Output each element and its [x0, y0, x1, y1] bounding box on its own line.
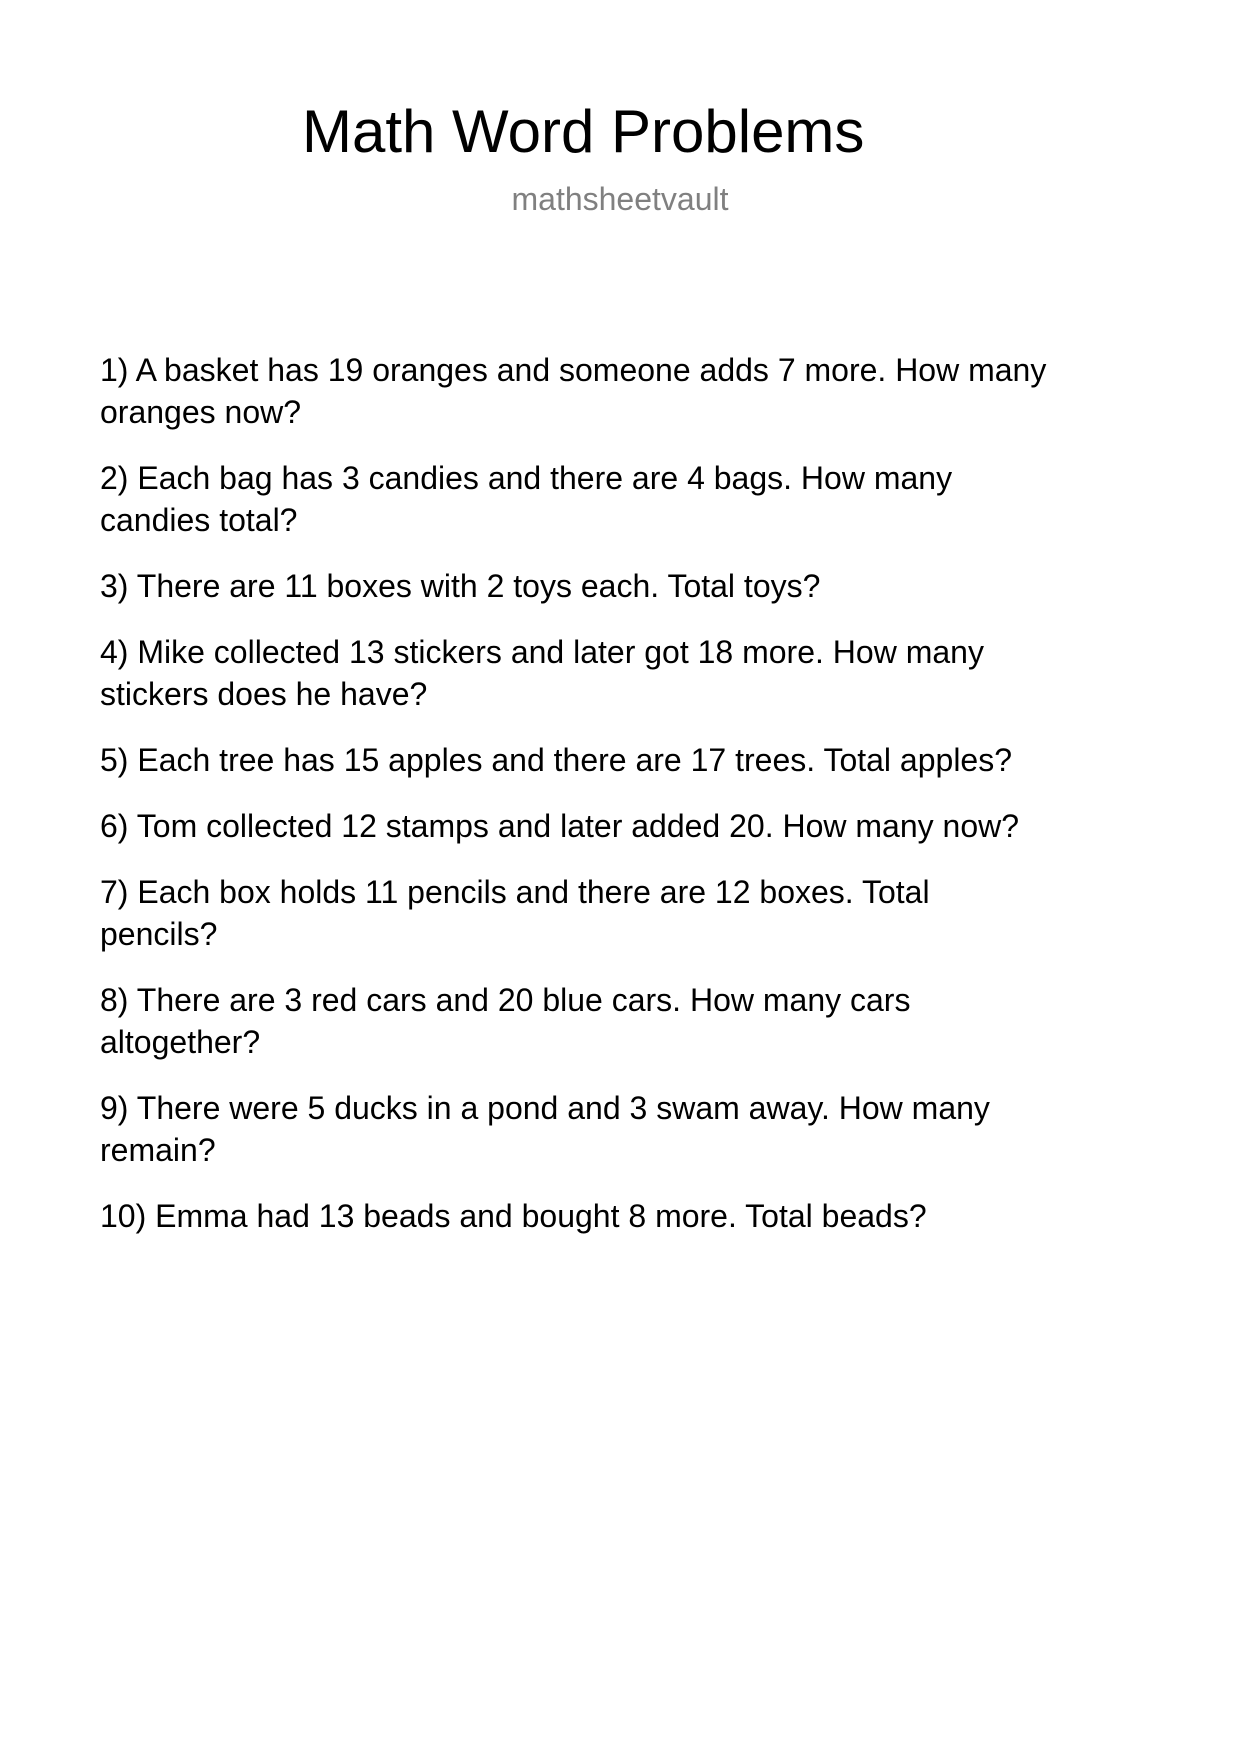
problem-item-8	[100, 979, 1200, 1063]
problem-item-6	[100, 805, 1200, 847]
problem-line: candies total?	[100, 502, 298, 538]
problem-item-9	[100, 1087, 1200, 1171]
problem-line: remain?	[100, 1132, 216, 1168]
publisher-subtitle: mathsheetvault	[511, 181, 729, 217]
problem-item-5	[100, 739, 1200, 781]
problem-item-3	[100, 565, 1200, 607]
problem-line: oranges now?	[100, 394, 302, 430]
problem-line: stickers does he have?	[100, 676, 428, 712]
problem-line: 4) Mike collected 13 stickers and later got 18 more. How many	[100, 634, 984, 670]
problem-list	[100, 349, 1200, 1261]
problem-item-4	[100, 631, 1200, 715]
problem-item-7	[100, 871, 1200, 955]
problem-line: 7) Each box holds 11 pencils and there are 12 boxes. Total	[100, 874, 930, 910]
problem-line: pencils?	[100, 916, 218, 952]
problem-line: 9) There were 5 ducks in a pond and 3 swam away. How many	[100, 1090, 990, 1126]
problem-line: altogether?	[100, 1024, 261, 1060]
problem-line: 1) A basket has 19 oranges and someone adds 7 more. How many	[100, 352, 1047, 388]
problem-item-2	[100, 457, 1200, 541]
page-title: Math Word Problems	[302, 98, 865, 165]
problem-line: 3) There are 11 boxes with 2 toys each. Total toys?	[100, 568, 821, 604]
problem-line: 10) Emma had 13 beads and bought 8 more. Total beads?	[100, 1198, 927, 1234]
problem-line: 2) Each bag has 3 candies and there are 4 bags. How many	[100, 460, 953, 496]
problem-item-1	[100, 349, 1200, 433]
problem-line: 5) Each tree has 15 apples and there are 17 trees. Total apples?	[100, 742, 1013, 778]
problem-line: 8) There are 3 red cars and 20 blue cars. How many cars	[100, 982, 911, 1018]
problem-line: 6) Tom collected 12 stamps and later added 20. How many now?	[100, 808, 1020, 844]
problem-item-10	[100, 1195, 1200, 1237]
